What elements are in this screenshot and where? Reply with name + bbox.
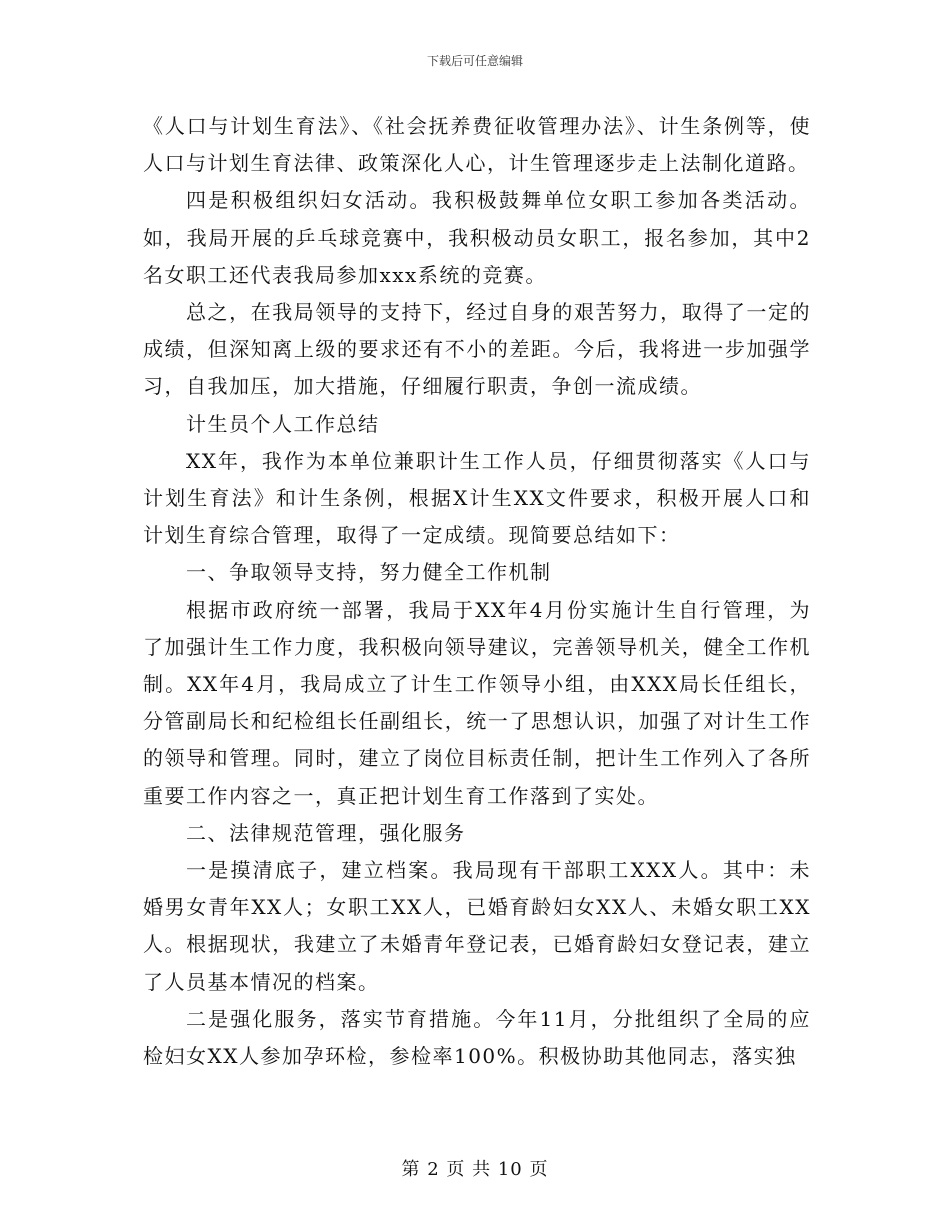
- paragraph: XX年，我作为本单位兼职计生工作人员，仔细贯彻落实《人口与计划生育法》和计生条例，根据X计生XX文件要求，积极开展人口和计划生育综合管理，取得了一定成绩。现简要总结如下：: [143, 448, 811, 548]
- paragraph: 《人口与计划生育法》、《社会抚养费征收管理办法》、计生条例等，使人口与计划生育法律、政策深化人心，计生管理逐步走上法制化道路。: [143, 114, 811, 176]
- section-heading: 计生员个人工作总结: [186, 411, 380, 436]
- paragraph: 根据市政府统一部署，我局于XX年4月份实施计生自行管理，为了加强计生工作力度，我积极向领导建议，完善领导机关，健全工作机制。XX年4月，我局成立了计生工作领导小组，由XXX局长任组长，分管副局长和纪检组长任副组长，统一了思想认识，加强了对计生工作的领导和管理。同时，建立了岗位目标责任制，把计生工作列入了各所重要工作内容之一，真正把计划生育工作落到了实处。: [143, 597, 811, 808]
- paragraph: 一是摸清底子，建立档案。我局现有干部职工XXX人。其中：未婚男女青年XX人；女职工XX人，已婚育龄妇女XX人、未婚女职工XX人。根据现状，我建立了未婚青年登记表，已婚育龄妇女登记表，建立了人员基本情况的档案。: [143, 858, 811, 994]
- page-header: 下载后可任意编辑: [426, 54, 523, 68]
- paragraph: 四是积极组织妇女活动。我积极鼓舞单位女职工参加各类活动。如，我局开展的乒乓球竞赛中，我积极动员女职工，报名参加，其中2名女职工还代表我局参加xxx系统的竞赛。: [143, 188, 811, 287]
- section-heading: 一、争取领导支持，努力健全工作机制: [186, 560, 552, 585]
- section-heading: 二、法律规范管理，强化服务: [186, 820, 466, 845]
- document-body: [143, 108, 811, 1075]
- paragraph: 总之，在我局领导的支持下，经过自身的艰苦努力，取得了一定的成绩，但深知离上级的要求还有不小的差距。今后，我将进一步加强学习，自我加压，加大措施，仔细履行职责，争创一流成绩。: [143, 300, 811, 399]
- paragraph: 二是强化服务，落实节育措施。今年11月，分批组织了全局的应检妇女XX人参加孕环检，参检率100%。积极协助其他同志，落实独: [143, 1006, 811, 1069]
- page-number-footer: 第 2 页 共 10 页: [401, 1159, 549, 1180]
